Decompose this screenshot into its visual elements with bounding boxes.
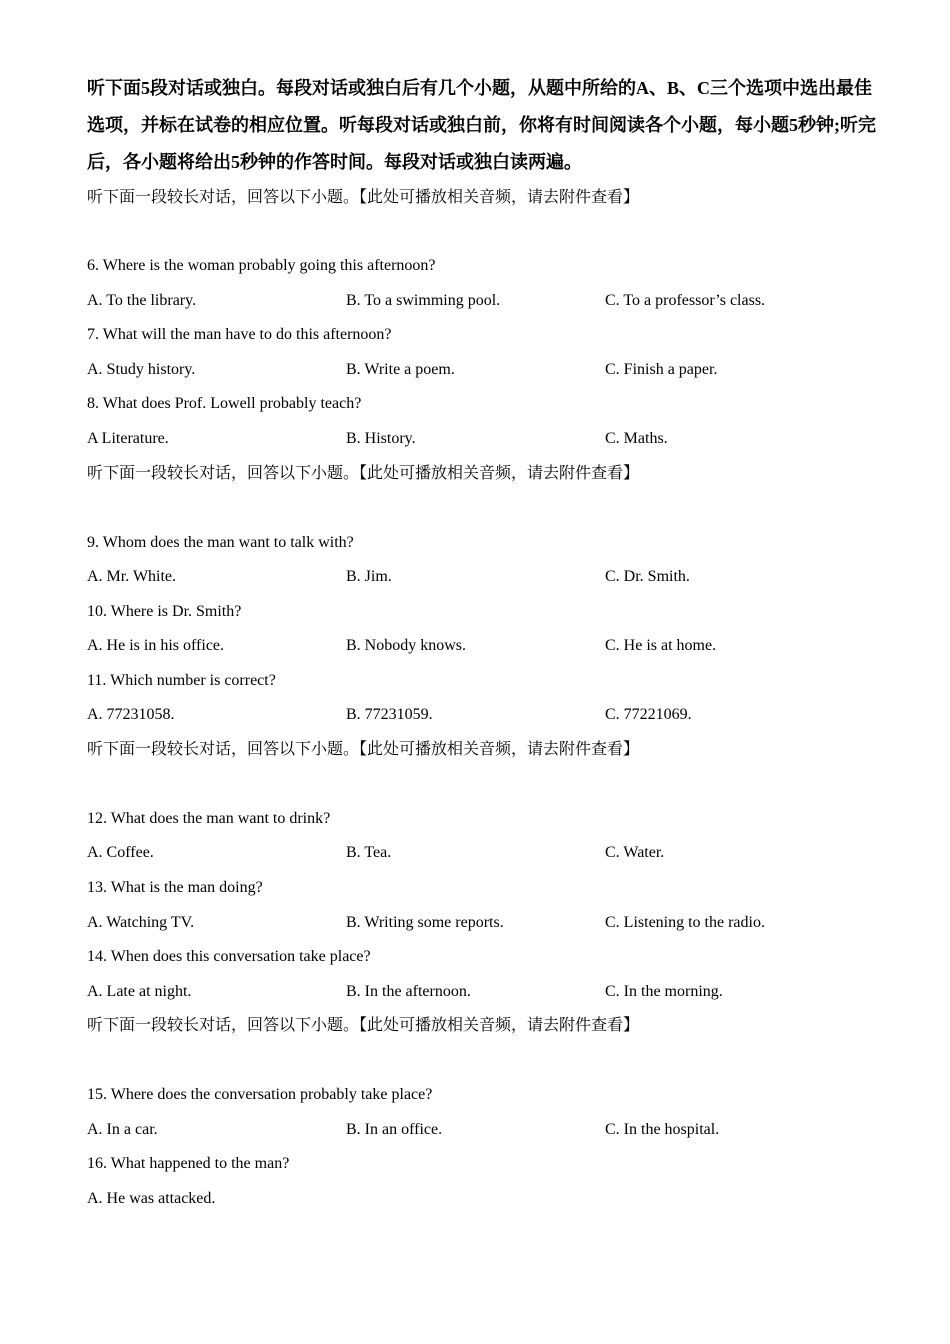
question-13-option-c[interactable]: C. Listening to the radio. [605,914,765,931]
question-14-option-c[interactable]: C. In the morning. [605,983,723,1000]
section-note: 听下面一段较长对话，回答以下小题。【此处可播放相关音频，请去附件查看】 [87,465,640,482]
question-14-options [87,981,887,1003]
question-9-options [87,566,887,588]
question-7-options [87,359,887,381]
question-10-stem: 10. Where is Dr. Smith? [87,603,242,620]
question-11-stem: 11. Which number is correct? [87,672,276,689]
question-6-option-c[interactable]: C. To a professor’s class. [605,292,766,309]
question-6-option-b[interactable]: B. To a swimming pool. [346,292,501,309]
question-11-option-b[interactable]: B. 77231059. [346,706,433,723]
question-9-stem: 9. Whom does the man want to talk with? [87,534,354,551]
section-note: 听下面一段较长对话，回答以下小题。【此处可播放相关音频，请去附件查看】 [87,1017,640,1034]
question-14-stem: 14. When does this conversation take place? [87,948,371,965]
question-8-stem: 8. What does Prof. Lowell probably teach? [87,395,362,412]
question-11-option-c[interactable]: C. 77221069. [605,706,692,723]
question-10-option-b[interactable]: B. Nobody knows. [346,637,467,654]
question-16-option-a[interactable]: A. He was attacked. [87,1190,216,1207]
question-12-option-a[interactable]: A. Coffee. [87,844,154,861]
question-14-option-b[interactable]: B. In the afternoon. [346,983,471,1000]
question-6-stem: 6. Where is the woman probably going this afternoon? [87,257,436,274]
question-15-stem: 15. Where does the conversation probably take place? [87,1086,433,1103]
question-7-option-c[interactable]: C. Finish a paper. [605,361,718,378]
question-12-option-b[interactable]: B. Tea. [346,844,392,861]
question-6-options [87,290,887,312]
question-15-options [87,1119,887,1141]
question-7-option-b[interactable]: B. Write a poem. [346,361,455,378]
question-13-options [87,912,887,934]
question-9-option-c[interactable]: C. Dr. Smith. [605,568,690,585]
question-8-option-a[interactable]: A Literature. [87,430,169,447]
question-12-stem: 12. What does the man want to drink? [87,810,331,827]
section-note: 听下面一段较长对话，回答以下小题。【此处可播放相关音频，请去附件查看】 [87,189,640,206]
question-14-option-a[interactable]: A. Late at night. [87,983,192,1000]
question-8-option-c[interactable]: C. Maths. [605,430,668,447]
question-7-option-a[interactable]: A. Study history. [87,361,196,378]
question-15-option-a[interactable]: A. In a car. [87,1121,158,1138]
question-9-option-b[interactable]: B. Jim. [346,568,392,585]
question-8-option-b[interactable]: B. History. [346,430,416,447]
question-8-options [87,428,887,450]
question-15-option-c[interactable]: C. In the hospital. [605,1121,720,1138]
question-13-stem: 13. What is the man doing? [87,879,263,896]
question-10-options [87,635,887,657]
question-15-option-b[interactable]: B. In an office. [346,1121,443,1138]
question-12-options [87,842,887,864]
question-6-option-a[interactable]: A. To the library. [87,292,197,309]
question-13-option-b[interactable]: B. Writing some reports. [346,914,504,931]
question-16-options [87,1188,887,1210]
listening-instructions: 听下面5段对话或独白。每段对话或独白后有几个小题，从题中所给的A、B、C三个选项中选出最佳选项，并标在试卷的相应位置。听每段对话或独白前，你将有时间阅读各个小题，每小题5秒钟;听完后，各小题将给出5秒钟的作答时间。每段对话或独白读两遍。 [87,78,876,172]
question-10-option-c[interactable]: C. He is at home. [605,637,717,654]
question-9-option-a[interactable]: A. Mr. White. [87,568,177,585]
question-10-option-a[interactable]: A. He is in his office. [87,637,225,654]
question-7-stem: 7. What will the man have to do this afternoon? [87,326,392,343]
section-note: 听下面一段较长对话，回答以下小题。【此处可播放相关音频，请去附件查看】 [87,741,640,758]
question-11-option-a[interactable]: A. 77231058. [87,706,175,723]
question-16-stem: 16. What happened to the man? [87,1155,290,1172]
question-11-options [87,704,887,726]
question-12-option-c[interactable]: C. Water. [605,844,665,861]
question-13-option-a[interactable]: A. Watching TV. [87,914,195,931]
